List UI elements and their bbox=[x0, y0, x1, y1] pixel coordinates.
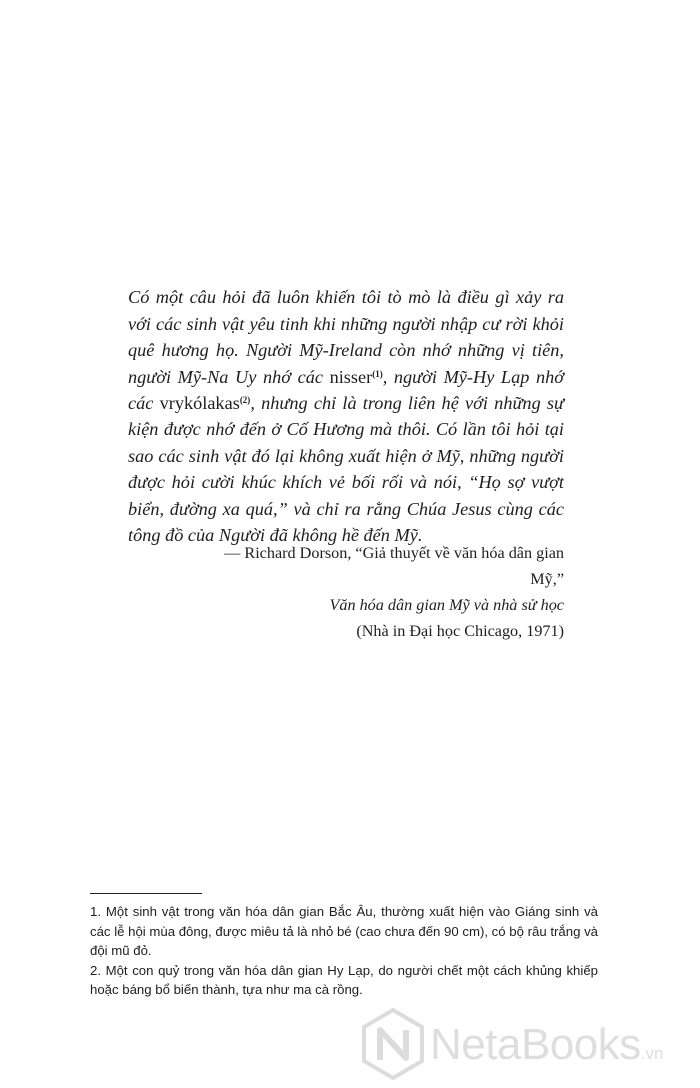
epigraph-text-part-2: , người Mỹ-Hy Lạp nhớ các bbox=[128, 366, 565, 413]
netabooks-logo-icon bbox=[360, 1006, 426, 1082]
netabooks-watermark bbox=[360, 1006, 695, 1082]
epigraph-attribution bbox=[200, 540, 564, 644]
epigraph-quote bbox=[128, 284, 564, 548]
footnote-divider bbox=[90, 893, 202, 894]
footnote-1: 1. Một sinh vật trong văn hóa dân gian Bắc Âu, thường xuất hiện vào Giáng sinh và các lễ hội mùa đông, được miêu tả là nhỏ bé (cao chưa đến 90 cm), có bộ râu trắng và đội mũ đỏ. bbox=[90, 904, 598, 959]
footnote-marker-1: (1) bbox=[372, 368, 383, 379]
term-nisser: nisser bbox=[329, 366, 373, 387]
watermark-text bbox=[430, 1020, 663, 1079]
term-vrykolakas: vrykólakas bbox=[159, 392, 240, 413]
attribution-publisher: (Nhà in Đại học Chicago, 1971) bbox=[356, 622, 564, 640]
footnotes bbox=[90, 902, 598, 1000]
attribution-book-title: Văn hóa dân gian Mỹ và nhà sử học bbox=[329, 596, 564, 614]
footnote-marker-2: (2) bbox=[239, 394, 251, 405]
attribution-author-line: — Richard Dorson, “Giả thuyết về văn hóa dân gian Mỹ,” bbox=[224, 544, 564, 588]
footnote-2: 2. Một con quỷ trong văn hóa dân gian Hy Lạp, do người chết một cách khủng khiếp hoặc báng bổ biến thành, tựa như ma cà rồng. bbox=[90, 962, 598, 998]
watermark-suffix: .vn bbox=[640, 1044, 664, 1063]
epigraph-text-part-1: Có một câu hỏi đã luôn khiến tôi tò mò là điều gì xảy ra với các sinh vật yêu tinh khi những người nhập cư rời khỏi quê hương họ. Người Mỹ-Ireland còn nhớ những vị tiên, người Mỹ-Na Uy nhớ các bbox=[128, 287, 564, 387]
watermark-brand: NetaBooks bbox=[430, 1020, 641, 1069]
epigraph-text-part-3: , nhưng chỉ là trong liên hệ với những sự kiện được nhớ đến ở Cố Hương mà thôi. Có lần tôi hỏi tại sao các sinh vật đó lại không xuất hiện ở Mỹ, những người được hỏi cười khúc khích vẻ bối rối và nói, “Họ sợ vượt biển, đường xa quá,” và chỉ ra rằng Chúa Jesus cùng các tông đồ của Người đã không hề đến Mỹ. bbox=[128, 392, 564, 545]
